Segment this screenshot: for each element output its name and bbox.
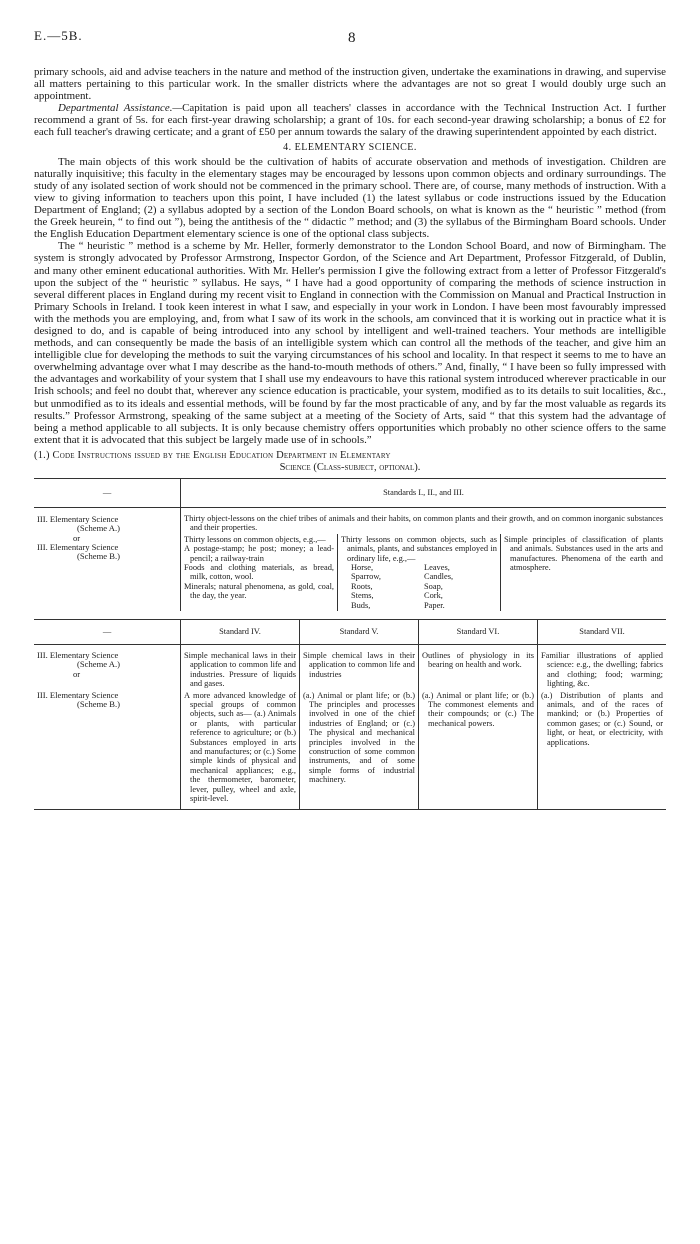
cell-text: (a.) Animal or plant life; or (b.) The principles and processes involved in one of the chief industries of England; or (c.) The physical and mechanical principles involved in the construction of some common instruments, and of some simple forms of industrial machinery. [303,690,415,785]
table-header-cell: Standard IV. [181,619,300,644]
cell-text: (a.) Distribution of plants and animals, and of the races of mankind; or (b.) Properties of common gases; or (c.) Sound, or light, or heat, or electricity, with applications. [541,690,663,747]
subject-cell [34,690,181,810]
paragraph-departmental-assistance [34,102,666,138]
list-item: Soap, [424,581,443,591]
table-header-cell: Standard VII. [538,619,667,644]
list-item: Roots, [351,581,373,591]
subject-name: III. Elementary Science [37,689,119,700]
section-heading: 4. ELEMENTARY SCIENCE. [283,141,417,153]
cell-text: A postage-stamp; he post; money; a lead-pencil; a railway-train [184,544,334,563]
subject-cell [34,644,181,689]
cell-text: Simple mechanical laws in their application to common life and industries. Pressure of liquids and gases. [184,650,296,689]
table-header-row [34,619,666,644]
cell-text: Foods and clothing materials, as bread, milk, cotton, wool. [184,562,334,582]
table-cell [181,644,300,689]
list-item: Stems, [351,591,374,601]
subject-scheme: (Scheme A.) [77,523,120,534]
table-cell [300,690,419,810]
object-list [341,563,497,610]
cell-text: Thirty lessons on common objects, e.g.,— [184,534,326,544]
subject-name: III. Elementary Science [37,513,119,524]
paragraph: The “ heuristic ” method is a scheme by Mr. Heller, formerly demonstrator to the London School Board, and now of Birmingham. The system is strongly advocated by Professor Armstrong, Inspector Gordon, of the Science and Art Department, Professor Fitzgerald, of Dublin, and many other eminent educational authorities. With Mr. Heller's permission I give the following extract from a letter of Professor Fitzgerald's upon the subject of the “ heuristic ” syllabus. He says, “ I have had a good opportunity of comparing the methods of science instruction in several different places in England during my recent visit to England in connection with the Commission on Manual and Practical Instruction in Primary Schools in Ireland. I took keen interest in what I saw, and especially in your work in London. I have been most favourably impressed with the methods you are employing, and, from what I saw of its work in the schools, am convinced that it is working out in practice what it is designed to do, and is capable of being introduced into any school by intelligent and well-trained teachers. Your methods are intelligible methods, and can consequently be made the basis of an intelligible system which can control all the methods of the teacher, and give him an intelligible clue for developing the methods to suit the varying circumstances of his school and locality. In that respect it seems to me to have an overwhelming advantage over what I may describe as the hand-to-mouth methods of others.” And, finally, “ I have been so fully impressed with the advantages and workability of your system that I shall use my endeavours to have this rational system introduced wherever practicable in our Irish schools; and feel no doubt that, wherever any science education is practicable, your system, modified as to its details to suit localities, &c., but unmodified as to its ideals and essential methods, will be found by far the most practicable of any, and by far the most valuable as regards its results.” Professor Armstrong, speaking of the same subject at a meeting of the Society of Arts, said “ that this system had the advantage of being a method applicable to all subjects. It is only because chemistry offers opportunities which probably no other science offers to the same extent that it is advocated that this subject be largely made use of in schools.” [34,240,666,446]
cell-text: Thirty lessons on common objects, such as animals, plants, and substances employed in ordinary life, e.g.,— [341,534,497,563]
table-cell [538,690,667,810]
subject-scheme: (Scheme B.) [77,551,120,562]
subject-or: or [73,668,81,679]
list-item: Paper. [424,600,445,610]
table-cell [538,644,667,689]
subject-name: III. Elementary Science [37,649,119,660]
list-item: Cork, [424,591,443,601]
table-header-cell: — [34,478,181,507]
page-header [34,28,666,50]
table-row [34,644,666,689]
table-cell [419,690,538,810]
table-title [34,450,666,474]
table-title-line: Science (Class-subject, optional). [279,461,421,473]
cell-text: Minerals; natural phenomena, as gold, coal, the day, the year. [184,581,334,601]
table-cell [501,534,667,611]
page-number: 8 [348,30,356,46]
document-code: E.—5B. [34,28,83,43]
body-text [34,66,666,446]
table-cell [181,534,338,611]
subject-name: III. Elementary Science [37,541,119,552]
table-title-line: (1.) Code Instructions issued by the English Education Department in Elementary [34,449,391,461]
table-cell [338,534,501,611]
subject-or: or [73,532,81,543]
table-cell [181,507,667,533]
list-item: Buds, [351,600,371,610]
cell-text: Outlines of physiology in its bearing on health and work. [422,650,534,670]
table-header-cell: — [34,619,181,644]
subject-scheme: (Scheme B.) [77,698,120,709]
cell-text: Thirty object-lessons on the chief tribes of animals and their habits, on common plants and their growth, and on common inorganic substances and their properties. [184,513,663,533]
cell-text: Simple chemical laws in their application to common life and industries [303,650,415,679]
subject-cell [34,507,181,611]
table-header-cell: Standard VI. [419,619,538,644]
cell-text: Simple principles of classification of plants and animals. Substances used in the arts and manufactures. Phenomena of the earth and atmosphere. [504,534,663,572]
list-item: Sparrow, [351,572,381,582]
paragraph-text: Capitation is paid upon all teachers' classes in accordance with the Technical Instruction Act. I further recommend a grant of 5s. for each first-year drawing scholarship; a grant of 10s. for each second-year drawing scholarship; a bonus of £2 for each full teacher's drawing certicate; and a grant of £50 per annum towards the salary of the drawing superintendent appointed by each district. [34,102,666,139]
table-row [34,507,666,533]
cell-text: (a.) Animal or plant life; or (b.) The commonest elements and their compounds; or (c.) The mechanical powers. [422,690,534,728]
table-header-row [34,478,666,507]
list-item: Leaves, [424,562,450,572]
paragraph: The main objects of this work should be the cultivation of habits of accurate observation and methods of investigation. Children are naturally inquisitive; this faculty in the elementary stages may be encouraged by lessons upon common objects and ordinary surroundings. The study of any isolated section of work should not be commenced in the primary school. There are, of course, many methods of instruction. With a view to giving information to teachers upon this point, I have included (1) the latest syllabus or code instructions issued by the Education Department of England; (2) a syllabus adopted by a section of the London Board schools, on what is known as the “ heuristic ” method (from the Greek heurein, “ to find out ”), being the antithesis of the “ didactic ” method; and (3) the syllabus of the Birmingham Board schools. Under the English Education Department elementary science is one of the optional class subjects. [34,155,666,241]
table-row [34,690,666,810]
list-item: Horse, [351,562,374,572]
standards-table-2 [34,619,666,811]
list-item: Candles, [424,572,454,582]
standards-table-1 [34,478,666,611]
table-cell [181,690,300,810]
subject-scheme: (Scheme A.) [77,659,120,670]
table-cell [300,644,419,689]
table-cell [419,644,538,689]
run-in-heading: Departmental Assistance.— [58,102,183,115]
table-header-cell: Standards I., II., and III. [181,478,667,507]
paragraph: primary schools, aid and advise teachers in the nature and method of the instruction given, undertake the examinations in drawing, and supervise all matters pertaining to this particular work. In the smaller districts where the advantages are not so great I would doubly urge such an appointment. [34,66,666,103]
table-header-cell: Standard V. [300,619,419,644]
cell-text: Familiar illustrations of applied science: e.g., the dwelling; fabrics and clothing; food; warming; lighting, &c. [541,650,663,689]
cell-text: A more advanced knowledge of special groups of common objects, such as— (a.) Animals or plants, with particular reference to agriculture; or (b.) Substances employed in arts and manufactures; or (c.) Some simple kinds of physical and mechanical appliances; e.g., the thermometer, barometer, lever, pulley, wheel and axle, spirit-level. [184,690,296,804]
